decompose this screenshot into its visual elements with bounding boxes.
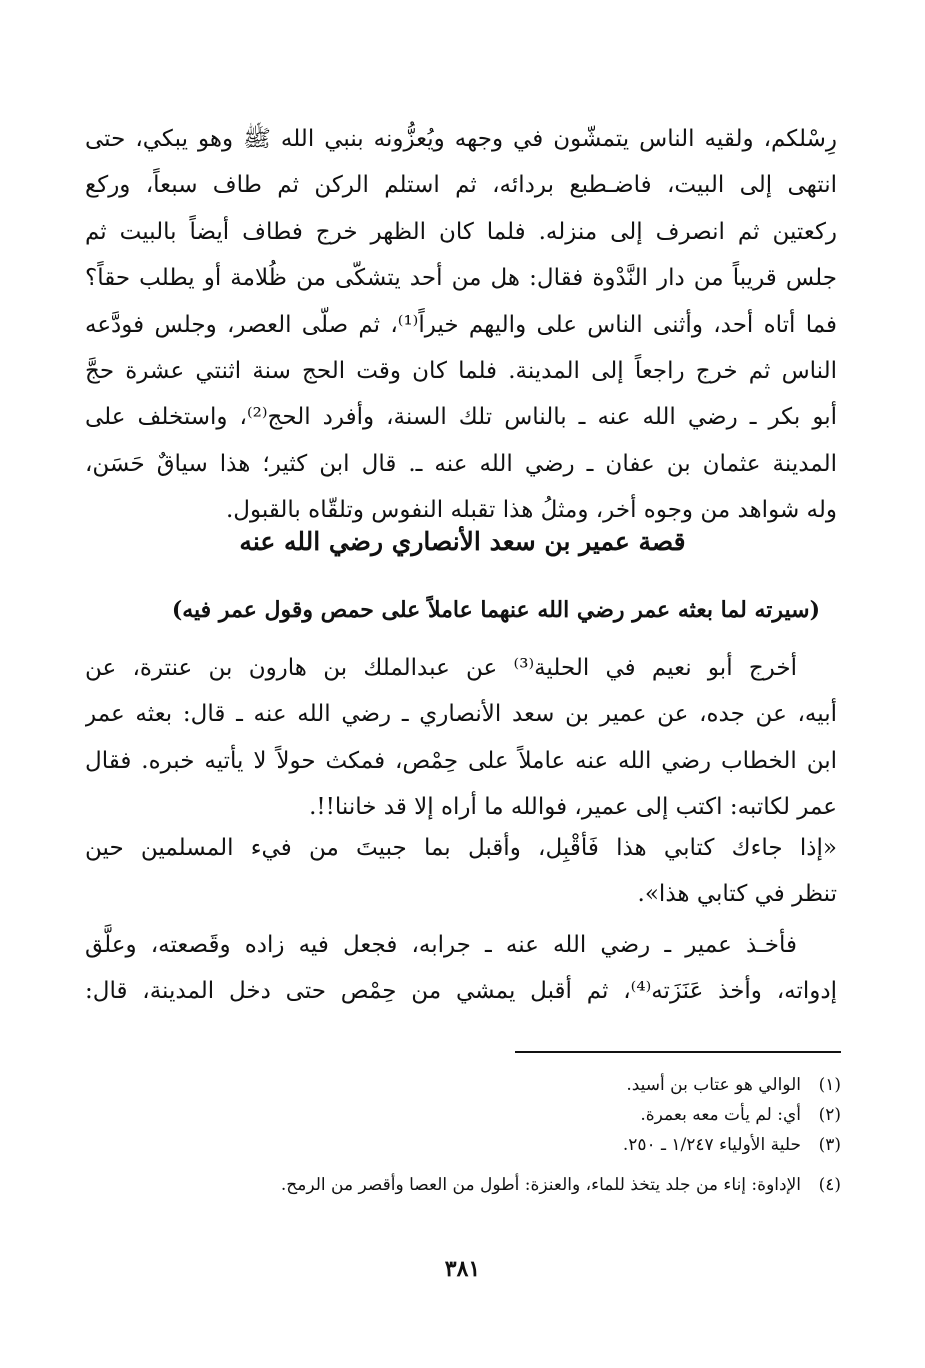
text-line: إدواته، وأخذ عَنَزَته⁽⁴⁾، ثم أقبل يمشي من حِمْص حتى دخل المدينة، قال: [85, 978, 837, 1005]
text-line: فأخـذ عمير ـ رضي الله عنه ـ جرابه، فجعل فيه زاده وقَصعته، وعلَّق [85, 932, 797, 958]
text-line: أبو بكر ـ رضي الله عنه ـ بالناس تلك السنة، وأفرد الحج⁽²⁾، واستخلف على [85, 404, 837, 431]
narration-paragraph [85, 645, 837, 831]
footnote-number: (٣) [818, 1135, 841, 1155]
text-line: رِسْلكم، ولقيه الناس يتمشّون في وجهه ويُعزُّونه بنبي الله ﷺ وهو يبكي، حتى [85, 126, 837, 152]
continuation-paragraph [85, 922, 837, 1015]
footnote-number: (٢) [818, 1105, 841, 1125]
footnote-number: (٤) [818, 1175, 841, 1195]
footnote-item [101, 1171, 841, 1199]
text-line: فما أتاه أحد، وأثنى الناس على واليهم خيراً⁽¹⁾، ثم صلّى العصر، وجلس فودَّعه [85, 311, 837, 338]
text-line: «إذا جاءك كتابي هذا فَأقْبِل، وأقبل بما جبيتَ من فيء المسلمين حين [85, 835, 837, 861]
text-line: جلس قريباً من دار النَّدْوة فقال: هل من أحد يتشكّى من ظُلامة أو يطلب حقاً؟ [85, 265, 837, 292]
intro-paragraph [85, 116, 837, 534]
story-subtitle: (سيرته لما بعثه عمر رضي الله عنهما عاملاً على حمص وقول عمر فيه) [171, 597, 820, 623]
footnote-text: الإداوة: إناء من جلد يتخذ للماء، والعنزة: أطول من العصا وأقصر من الرمح. [280, 1175, 801, 1195]
footnote-text: الوالي هو عتاب بن أسيد. [626, 1075, 801, 1095]
text-line: أخرج أبو نعيم في الحلية⁽³⁾ عن عبدالملك بن هارون بن عنترة، عن [85, 655, 797, 681]
footnote-item [101, 1101, 841, 1129]
footnote-number: (١) [818, 1075, 841, 1095]
footnotes [101, 1071, 841, 1199]
text-line: ركعتين ثم انصرف إلى منزله. فلما كان الظهر خرج فطاف أيضاً بالبيت ثم [85, 218, 837, 245]
story-title: قصة عمير بن سعد الأنصاري رضي الله عنه [239, 527, 686, 556]
letter-quote-paragraph [85, 825, 837, 918]
text-line: انتهى إلى البيت، فاضـطبع بردائه، ثم استلم الركن ثم طاف سبعاً، وركع [85, 172, 837, 199]
text-line: المدينة عثمان بن عفان ـ رضي الله عنه ـ. قال ابن كثير؛ هذا سياقٌ حَسَن، [85, 450, 837, 477]
text-line: تنظر في كتابي هذا». [637, 881, 837, 908]
footnote-item [101, 1071, 841, 1099]
footnote-separator [515, 1051, 841, 1053]
text-line: عمر لكاتبه: اكتب إلى عمير، فوالله ما أراه إلا قد خاننا!!. [309, 794, 837, 821]
text-line: وله شواهد من وجوه أخر، ومثلُ هذا تقبله النفوس وتلقّاه بالقبول. [225, 497, 837, 524]
text-line: الناس ثم خرج راجعاً إلى المدينة. فلما كان وقت الحج سنة اثنتي عشرة حجَّ [85, 358, 837, 385]
footnote-text: أي: لم يأت معه بعمرة. [640, 1105, 801, 1125]
text-line: ابن الخطاب رضي الله عنه عاملاً على حِمْص، فمكث حولاً لا يأتيه خبره. فقال [85, 747, 837, 774]
footnote-text: حلية الأولياء ١/٢٤٧ ـ ٢٥٠. [622, 1135, 801, 1155]
text-line: أبيه، عن جده، عن عمير بن سعد الأنصاري ـ رضي الله عنه ـ قال: بعثه عمر [85, 701, 837, 728]
page-number: ٣٨١ [444, 1256, 481, 1282]
footnote-item [101, 1131, 841, 1159]
